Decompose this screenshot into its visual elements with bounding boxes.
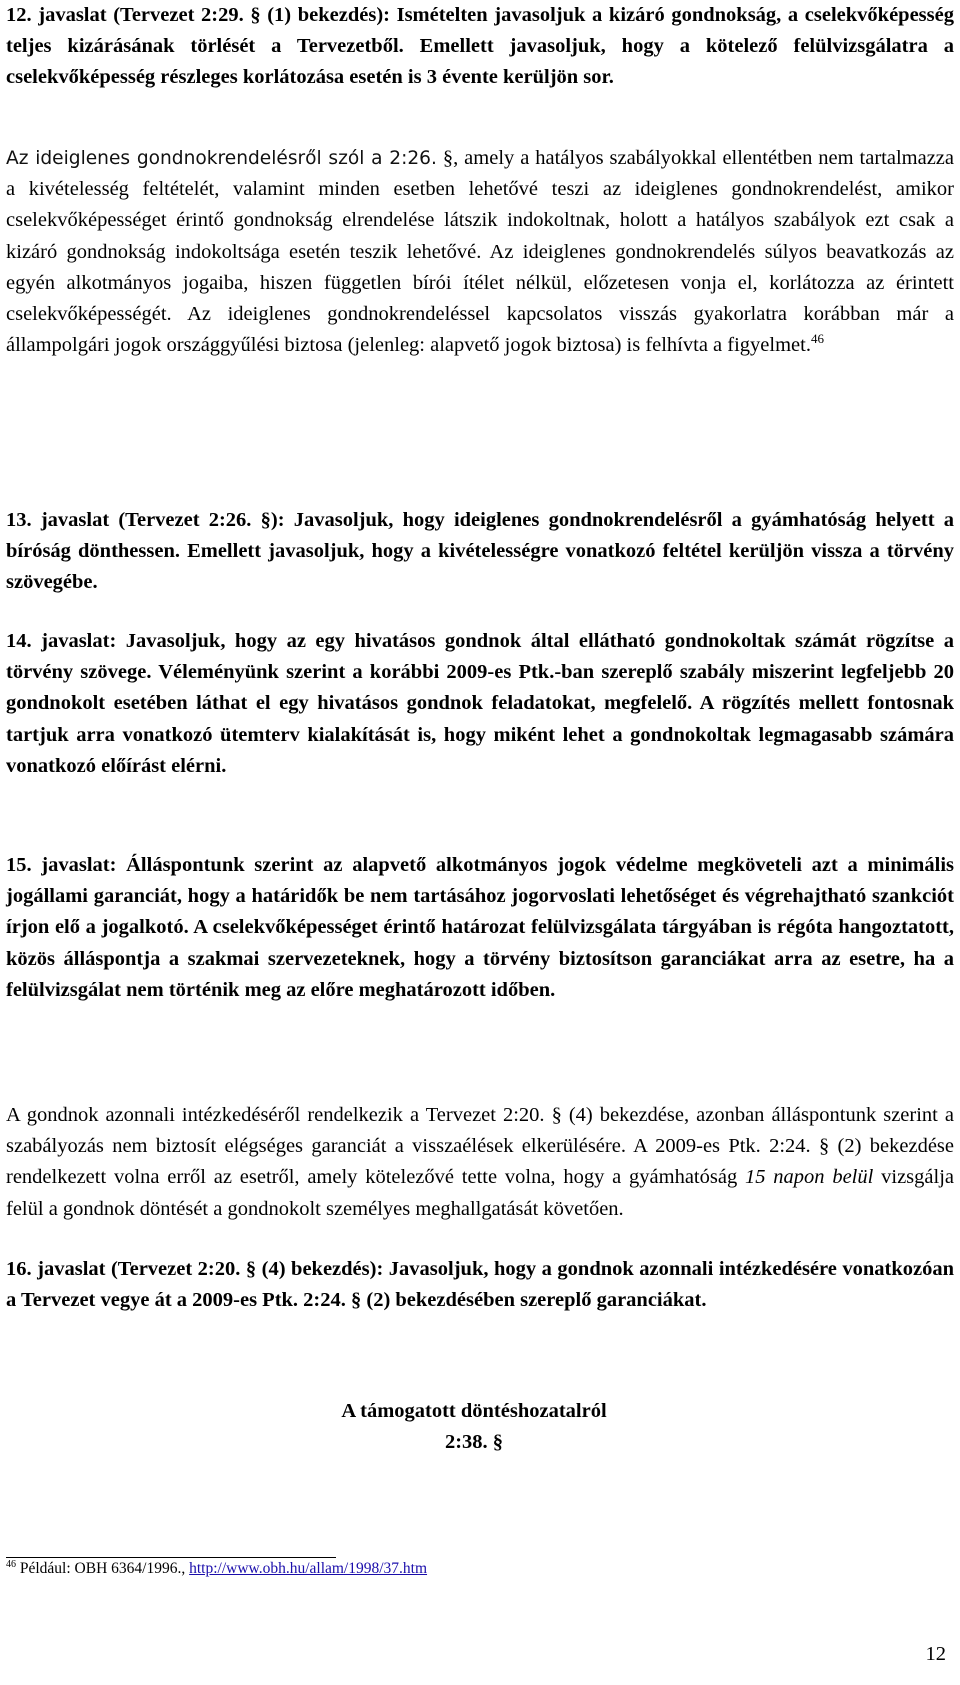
footnote-number: 46	[6, 1559, 16, 1570]
footnote	[6, 1558, 427, 1580]
proposal-15: 15. javaslat: Álláspontunk szerint az alapvető alkotmányos jogok védelme megköveteli azt a minimális jogállami garanciát, hogy a határidők be nem tartásához jogorvoslati lehetőséget és végrehajtható szankciót írjon elő a jogalkotó. A cselekvőképességet érintő határozat felülvizsgálata tárgyában is régóta hangoztatott, közös álláspontja a szakmai szervezeteknek, hogy a törvény biztosítson garanciákat arra az esetre, ha a felülvizsgálat nem történik meg az előre meghatározott időben.	[6, 854, 954, 1001]
proposal-16: 16. javaslat (Tervezet 2:20. § (4) bekezdés): Javasoljuk, hogy a gondnok azonnali intézkedésére vonatkozóan a Tervezet vegye át a 2009-es Ptk. 2:24. § (2) bekezdésében szereplő garanciákat.	[6, 1258, 954, 1312]
proposal-14: 14. javaslat: Javasoljuk, hogy az egy hivatásos gondnok által ellátható gondnokoltak számát rögzítse a törvény szövege. Véleményünk szerint a korábbi 2009-es Ptk.-ban szereplő szabály miszerint legfeljebb 20 gondnokolt esetében láthat el egy hivatásos gondnok feladatokat, megfelelő. A rögzítés mellett fontosnak tartjuk arra vonatkozó ütemterv kialakítását is, hogy miként lehet a gondnokoltak legmagasabb számára vonatkozó előírást elérni.	[6, 630, 954, 777]
footnote-link[interactable]: http://www.obh.hu/allam/1998/37.htm	[189, 1560, 428, 1577]
footnote-text: Például: OBH 6364/1996.,	[19, 1560, 186, 1577]
guardian-deadline-italic: 15 napon belül	[745, 1166, 874, 1189]
proposal-12: 12. javaslat (Tervezet 2:29. § (1) bekezdés): Ismételten javasoljuk a kizáró gondnokság, a cselekvőképesség teljes kizárásának törlését a Tervezetből. Emellett javasoljuk, hogy a kötelező felülvizsgálatra a cselekvőképesség részleges korlátozása esetén is 3 évente kerüljön sor.	[6, 4, 954, 89]
guardian-text-after: vizsgálja felül a gondnok döntését a gondnokolt személyes meghallgatását követően.	[6, 1166, 954, 1220]
page-number: 12	[925, 1643, 946, 1665]
temporary-guardianship-body: §, amely a hatályos szabályokkal ellentétben nem tartalmazza a kivételesség feltételét, valamint minden esetben lehetővé teszi az ideiglenes gondnokrendelést, amikor cselekvőképességet érintő gondnokság elrendelése látszik indokoltnak, holott a hatályos szabályok ezt csak a kizáró gondnokság indokoltsága esetén teszik lehetővé. Az ideiglenes gondnokrendelés súlyos beavatkozás az egyén alkotmányos jogaiba, hiszen független bírói ítélet nélkül, előzetesen vonja el, korlátozza az érintett cselekvőképességét. Az ideiglenes gondnokrendeléssel kapcsolatos visszás gyakorlatra korábban már a állampolgári jogok országgyűlési biztosa (jelenleg: alapvető jogok biztosa) is felhívta a figyelmet.	[6, 147, 954, 357]
guardian-text-before: A gondnok azonnali intézkedéséről rendelkezik a Tervezet 2:20. § (4) bekezdése, azonban álláspontunk szerint a szabályozás nem biztosít elégséges garanciát a visszaélések elkerülésére. A 2009-es Ptk. 2:24. § (2) bekezdése rendelkezett volna erről az esetről, amely kötelezővé tette volna, hogy a gyámhatóság	[6, 1104, 954, 1189]
proposal-13: 13. javaslat (Tervezet 2:26. §): Javasoljuk, hogy ideiglenes gondnokrendelésről a gyámhatóság helyett a bíróság dönthessen. Emellett javasoljuk, hogy a kivételességre vonatkozó feltétel kerüljön vissza a törvény szövegébe.	[6, 509, 954, 594]
section-title: A támogatott döntéshozatalról	[341, 1400, 607, 1422]
temporary-guardianship-intro: Az ideiglenes gondnokrendelésről szól a 2:26.	[6, 148, 437, 169]
temporary-guardianship-paragraph	[6, 143, 954, 361]
section-number: 2:38. §	[444, 1431, 504, 1454]
guardian-immediate-action-paragraph	[6, 1100, 954, 1225]
section-heading	[0, 1396, 948, 1458]
footnote-reference[interactable]: 46	[810, 331, 824, 347]
